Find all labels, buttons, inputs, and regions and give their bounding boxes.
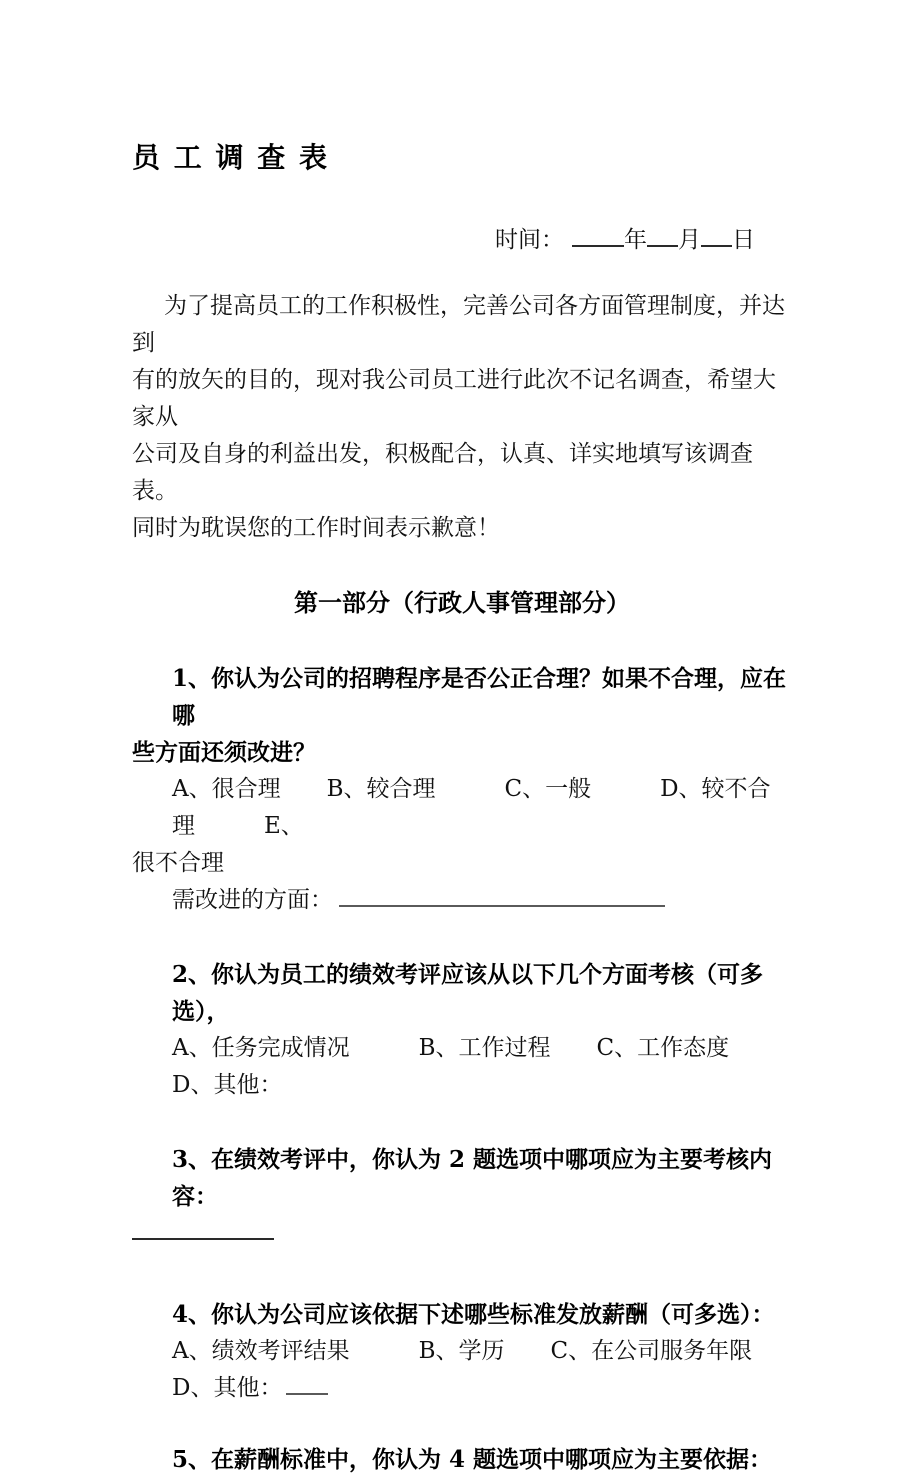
question-4-other-line xyxy=(132,1370,792,1407)
question-1 xyxy=(132,660,792,919)
question-1-fill-line xyxy=(132,882,792,919)
month-label: 月 xyxy=(678,227,701,253)
question-2-text: 2、你认为员工的绩效考评应该从以下几个方面考核（可多选）， xyxy=(172,961,764,1025)
question-3-answer-blank-field[interactable] xyxy=(132,1216,274,1240)
year-label: 年 xyxy=(624,227,647,253)
question-4-text: 4、你认为公司应该依据下述哪些标准发放薪酬（可多选）： xyxy=(172,1301,775,1328)
question-4-other-blank-field[interactable] xyxy=(286,1371,328,1395)
date-label: 时间： xyxy=(495,227,564,253)
intro-line-4: 同时为耽误您的工作时间表示歉意！ xyxy=(132,515,500,541)
question-2-options-line: A、任务完成情况 B、工作过程 C、工作态度 D、其他： xyxy=(172,1035,776,1098)
intro-line-1: 为了提高员工的工作积极性，完善公司各方面管理制度，并达到 xyxy=(132,293,785,356)
day-blank-field[interactable] xyxy=(701,223,732,247)
question-5-text: 5、在薪酬标准中，你认为 4 题选项中哪项应为主要依据： xyxy=(172,1446,773,1473)
question-1-options-wrap: 很不合理 xyxy=(132,850,224,876)
month-blank-field[interactable] xyxy=(647,223,678,247)
improve-areas-blank-field[interactable] xyxy=(339,883,665,907)
question-4-other-label: D、其他： xyxy=(172,1375,283,1401)
question-4-options-line: A、绩效考评结果 B、学历 C、在公司服务年限 xyxy=(172,1338,753,1364)
question-1-text-line1: 1、你认为公司的招聘程序是否公正合理？如果不合理，应在哪 xyxy=(172,665,787,729)
improve-areas-label: 需改进的方面： xyxy=(172,887,333,913)
question-1-options-line: A、很合理 B、较合理 C、一般 D、较不合理 E、 xyxy=(172,776,771,839)
intro-line-3: 公司及自身的利益出发，积极配合，认真、详实地填写该调查表。 xyxy=(132,441,753,504)
day-label: 日 xyxy=(732,227,755,253)
intro-line-2: 有的放矢的目的，现对我公司员工进行此次不记名调查，希望大家从 xyxy=(132,367,776,430)
document-title: 员 工 调 查 表 xyxy=(132,141,329,174)
question-3 xyxy=(132,1141,792,1252)
question-3-answer-line xyxy=(132,1215,792,1252)
question-4 xyxy=(132,1296,792,1407)
intro-paragraph xyxy=(132,288,792,547)
question-5 xyxy=(132,1441,792,1478)
section-heading: 第一部分（行政人事管理部分） xyxy=(294,588,630,617)
question-3-text: 3、在绩效考评中，你认为 2 题选项中哪项应为主要考核内容： xyxy=(172,1146,773,1210)
year-blank-field[interactable] xyxy=(572,223,624,247)
question-2 xyxy=(132,956,792,1104)
question-1-text-line2: 些方面还须改进？ xyxy=(132,739,316,766)
date-line xyxy=(132,222,792,259)
